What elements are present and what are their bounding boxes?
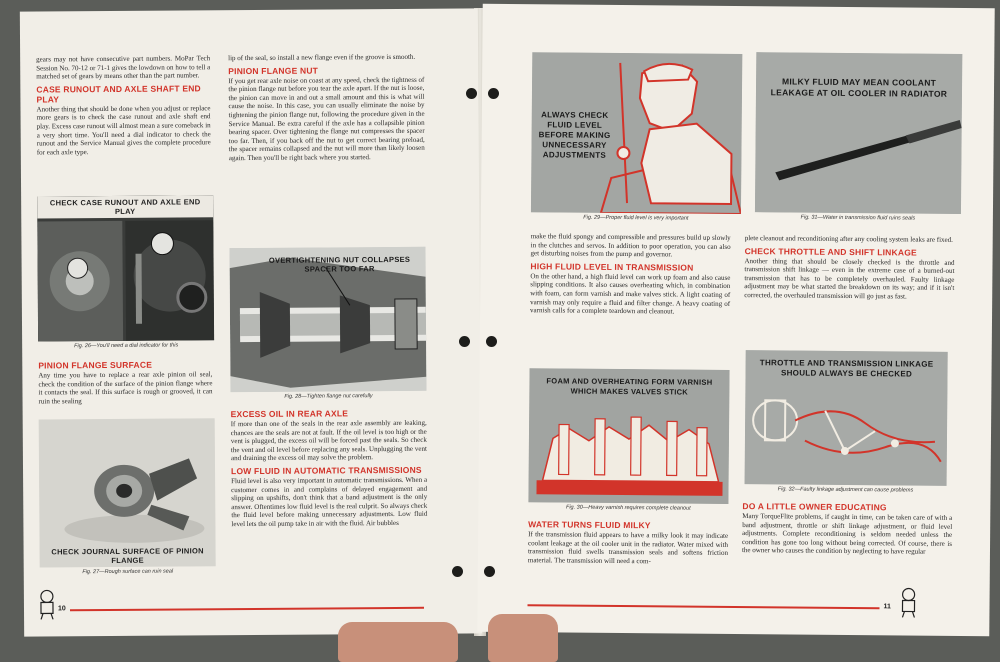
footer-rule	[70, 607, 424, 611]
left-column-1	[36, 54, 211, 157]
body-text: If you get rear axle noise on coast at any speed, check the tightness of the pinion flange nut before you tear the axle apart. If the nut is loose, the pinion can move in and out a small amount and this is what will cause the noise. In this case, you can usually eliminate the noise by tightening the pinion flange nut, following the procedure given in the Service Manual. Be extra careful if the axle has a collapsible pinion bearing spacer. Over tightening the flange nut compresses the spacer too far. Then, if you back off the nut to get correct bearing preload, the spacer remains collapsed and the nut will more than likely loosen again. Then you'll be right back where you started.	[228, 75, 425, 163]
body-text: On the other hand, a high fluid level can work up foam and also cause slipping conditions. It also causes overheating which, in combination with foam, can form varnish and make valves stick. A light coating of varnish may only require a fluid and filter change. A heavy coating of varnish calls for a complete teardown and cleanout.	[530, 271, 731, 316]
body-text: Any time you have to replace a rear axle pinion oil seal, check the condition of the surface of the pinion flange where it contacts the seal. If this surface is rough or grooved, it can ruin the sealing	[38, 370, 213, 406]
fig28-caption: Fig. 28—Tighten flange nut carefully	[284, 393, 373, 400]
fig29-callout: ALWAYS CHECK FLUID LEVEL BEFORE MAKING UNNECESSARY ADJUSTMENTS	[538, 110, 611, 160]
body-text: If the transmission fluid appears to have a milky look it may indicate coolant leakage at the oil cooler unit in the radiator. Water mixed with transmission fluid swells transmission seals and softens friction material. The transmission will need a com-	[527, 530, 729, 566]
right-column-2	[744, 234, 955, 301]
fig32-callout: THROTTLE AND TRANSMISSION LINKAGE SHOULD ALWAYS BE CHECKED	[759, 358, 934, 379]
fig26-label: CHECK CASE RUNOUT AND AXLE END PLAY	[37, 195, 213, 218]
section-heading: CHECK THROTTLE AND SHIFT LINKAGE	[744, 245, 917, 258]
mechanic-mascot-icon	[897, 587, 919, 617]
left-column-1-lower	[38, 356, 212, 406]
section-heading: PINION FLANGE NUT	[228, 65, 319, 76]
body-text: Another thing that should be done when you adjust or replace more gears is to check the case runout and axle shaft end play. Excess case runout will almost mean a sure comeback in a very short time. You'll need a dial indicator to check the runout and the Service Manual gives the complete procedure for each axle type.	[36, 104, 211, 157]
fig28-photo	[229, 247, 426, 392]
footer-rule	[527, 604, 879, 609]
right-column-1-lower	[528, 516, 728, 566]
binder-hole	[486, 336, 497, 347]
right-column-2-lower	[742, 498, 952, 557]
binder-hole	[484, 566, 495, 577]
fig31-callout: MILKY FLUID MAY MEAN COOLANT LEAKAGE AT OIL COOLER IN RADIATOR	[770, 76, 948, 99]
right-thumb	[488, 614, 558, 662]
section-heading: LOW FLUID IN AUTOMATIC TRANSMISSIONS	[231, 464, 422, 477]
body-text: Fluid level is also very important in automatic transmissions. When a customer comes in and complains of delayed engagement and slipping on upshifts, don't think that a band adjustment is the only answer. Oftentimes low fluid level is the real culprit. So always check the fluid level before making unnecessary adjustments. Low fluid level lets the oil pump take in air with the fluid. Air bubbles	[231, 475, 428, 529]
section-heading: DO A LITTLE OWNER EDUCATING	[742, 501, 887, 513]
fig31-caption: Fig. 31—Water in transmission fluid ruins seals	[800, 214, 916, 222]
page-number-right: 11	[883, 603, 891, 611]
fig30-caption: Fig. 30—Heavy varnish requires complete cleanout	[565, 504, 691, 512]
fig30-callout: FOAM AND OVERHEATING FORM VARNISH WHICH MAKES VALVES STICK	[546, 376, 713, 397]
body-text: lip of the seal, so install a new flange even if the groove is smooth.	[228, 52, 416, 63]
body-text: Another thing that should be closely checked is the throttle and transmission shift linkage — even in the extreme case of a burned-out transmission that has to be completely overhauled. Faulty linkage adjustment may be what started the breakdown on its way; and if it isn't corrected, the overhauled transmission will go just as fast.	[744, 256, 955, 301]
fig32-caption: Fig. 32—Faulty linkage adjustment can cause problems	[777, 486, 914, 494]
section-heading: EXCESS OIL IN REAR AXLE	[230, 408, 349, 420]
page-number-left: 10	[57, 605, 66, 613]
section-heading: WATER TURNS FLUID MILKY	[528, 519, 651, 531]
body-text: plete cleanout and reconditioning after any cooling system leaks are fixed.	[744, 234, 953, 244]
fig28-label: OVERTIGHTENING NUT COLLAPSES SPACER TOO FAR	[268, 254, 411, 274]
fig27-caption: Fig. 27—Rough surface can ruin seal	[82, 568, 174, 576]
section-heading: PINION FLANGE SURFACE	[38, 359, 153, 371]
section-heading: HIGH FLUID LEVEL IN TRANSMISSION	[530, 260, 694, 273]
binder-hole	[459, 336, 470, 347]
left-page	[20, 8, 482, 636]
mechanic-mascot-icon	[36, 589, 58, 619]
body-text: make the fluid spongy and compressible and pressures build up slowly in the clutches and servos. In addition to poor operation, you can also get disturbing noises from the pump and governor.	[530, 232, 731, 259]
binder-hole	[466, 88, 477, 99]
fig32-illustration	[745, 350, 948, 486]
fig26-caption: Fig. 26—You'll need a dial indicator for this	[74, 342, 179, 350]
section-heading: CASE RUNOUT AND AXLE SHAFT END PLAY	[36, 83, 201, 105]
fig29-illustration	[531, 52, 742, 214]
fig27-photo	[39, 418, 216, 567]
body-text: gears may not have consecutive part numbers. MoPar Tech Session No. 70-12 or 71-1 gives the lowdown on how to tell a matched set of gears by means other than the part number.	[36, 54, 211, 81]
binder-hole	[452, 566, 463, 577]
left-hand	[338, 622, 458, 662]
binder-hole	[488, 88, 499, 99]
right-column-1	[530, 232, 731, 316]
fig29-caption: Fig. 29—Proper fluid level is very important	[583, 214, 689, 222]
fig31-illustration	[755, 52, 962, 214]
fig27-label: CHECK JOURNAL SURFACE OF PINION FLANGE	[51, 546, 204, 565]
left-column-2	[228, 53, 425, 163]
body-text: Many TorqueFlite problems, if caught in time, can be taken care of with a band adjustment, throttle or shift linkage adjustment, or fluid level adjustments. Complete reconditioning is seldom needed unless the condition has gone too long without being corrected. Of course, there is the owner who causes the condition by neglecting to have regular	[741, 512, 953, 557]
fig30-illustration	[528, 368, 729, 504]
right-page	[477, 4, 994, 636]
fig26-photo	[37, 195, 214, 341]
body-text: If more than one of the seals in the rear axle assembly are leaking, chances are the seals are not at fault. If the oil level is too high or the vent is plugged, the excess oil will be forced past the seals. So check the vent and oil level before replacing any seals. Unplugging the vent and draining the excess oil may solve the problem.	[230, 418, 427, 463]
left-column-2-lower	[231, 405, 428, 529]
